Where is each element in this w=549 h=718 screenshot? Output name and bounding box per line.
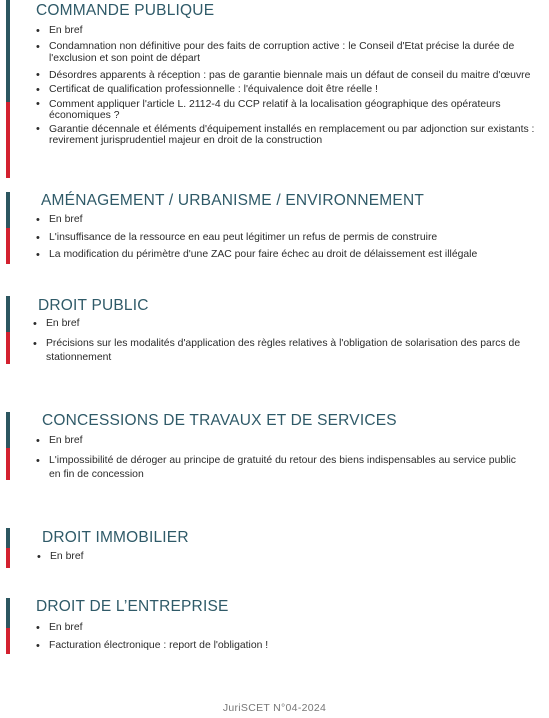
section-title: CONCESSIONS DE TRAVAUX ET DE SERVICES bbox=[42, 412, 397, 429]
list-item[interactable]: • L'insuffisance de la ressource en eau peut légitimer un refus de permis de construire bbox=[36, 232, 546, 245]
section-item-list bbox=[36, 622, 526, 657]
list-item[interactable]: • L'impossibilité de déroger au principe de gratuité du retour des biens indispensables au service public en fin de concession bbox=[36, 454, 526, 482]
section-accent-bar bbox=[6, 296, 10, 364]
list-item-en-bref[interactable]: • En bref bbox=[36, 25, 546, 38]
section-title: DROIT IMMOBILIER bbox=[42, 529, 189, 546]
section-item-list bbox=[36, 214, 546, 267]
section-accent-bar bbox=[6, 528, 10, 568]
list-item[interactable]: • Désordres apparents à réception : pas de garantie biennale mais un défaut de conseil du maitre d'œuvre bbox=[36, 70, 546, 81]
section-item-list bbox=[36, 435, 526, 487]
list-item[interactable]: • Garantie décennale et éléments d'équipement installés en remplacement ou par adjonction sur existants : revirement jurisprudentiel majeur en droit de la construction bbox=[36, 124, 546, 146]
section-title: COMMANDE PUBLIQUE bbox=[36, 2, 215, 19]
section-amenagement-urbanisme-environnement bbox=[0, 192, 549, 264]
section-concessions bbox=[0, 412, 549, 480]
list-item[interactable]: • Certificat de qualification professionnelle : l'équivalence doit être réelle ! bbox=[36, 84, 546, 97]
list-item-en-bref[interactable]: • En bref bbox=[36, 214, 546, 227]
list-item-en-bref[interactable]: • En bref bbox=[36, 622, 526, 635]
section-droit-public bbox=[0, 296, 549, 364]
list-item-en-bref[interactable]: • En bref bbox=[36, 435, 526, 448]
section-accent-bar bbox=[6, 598, 10, 654]
list-item[interactable]: • Condamnation non définitive pour des faits de corruption active : le Conseil d'Etat précise la durée de l'exclusion et son point de départ bbox=[36, 41, 546, 66]
section-commande-publique bbox=[0, 0, 549, 178]
section-droit-immobilier bbox=[0, 528, 549, 568]
section-accent-bar bbox=[6, 0, 10, 178]
list-item-en-bref[interactable]: • En bref bbox=[37, 551, 527, 564]
list-item[interactable]: • Précisions sur les modalités d'application des règles relatives à l'obligation de solarisation des parcs de stationnement bbox=[33, 337, 533, 365]
list-item[interactable]: • La modification du périmètre d'une ZAC pour faire échec au droit de délaissement est illégale bbox=[36, 249, 546, 262]
section-title: DROIT DE L’ENTREPRISE bbox=[36, 598, 229, 615]
section-title: AMÉNAGEMENT / URBANISME / ENVIRONNEMENT bbox=[41, 192, 425, 209]
list-item-en-bref[interactable]: • En bref bbox=[33, 318, 533, 331]
list-item[interactable]: • Facturation électronique : report de l'obligation ! bbox=[36, 640, 526, 653]
section-item-list bbox=[33, 318, 533, 370]
section-accent-bar bbox=[6, 412, 10, 480]
section-item-list bbox=[36, 25, 546, 146]
section-accent-bar bbox=[6, 192, 10, 264]
footer-issue-label: JuriSCET N°04-2024 bbox=[222, 702, 327, 714]
section-droit-entreprise bbox=[0, 598, 549, 654]
section-item-list bbox=[37, 551, 527, 569]
list-item[interactable]: • Comment appliquer l'article L. 2112-4 du CCP relatif à la localisation géographique des opérateurs économiques ? bbox=[36, 99, 546, 121]
section-title: DROIT PUBLIC bbox=[38, 297, 149, 314]
